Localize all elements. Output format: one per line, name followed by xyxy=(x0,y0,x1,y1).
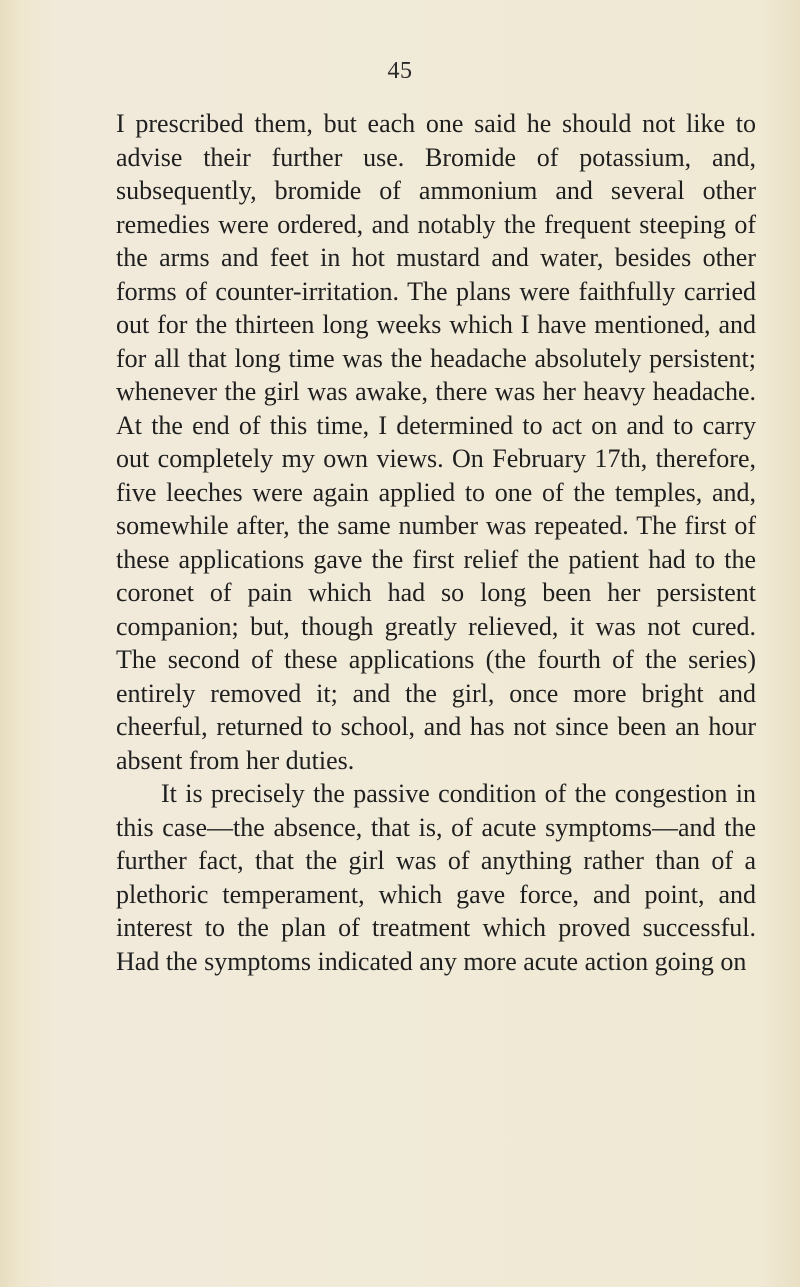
page-number: 45 xyxy=(387,58,413,84)
paragraph-1: I prescribed them, but each one said he should not like to advise their further use. Bromide of potassium, and, subsequently, bromide of ammonium and several other remedies were ordered, and notably the frequent steeping of the arms and feet in hot mustard and water, besides other forms of counter-irritation. The plans were faithfully carried out for the thirteen long weeks which I have mentioned, and for all that long time was the headache absolutely persistent; whenever the girl was awake, there was her heavy headache. At the end of this time, I determined to act on and to carry out completely my own views. On February 17th, therefore, five leeches were again applied to one of the temples, and, somewhile after, the same number was repeated. The first of these applications gave the first relief the patient had to the coronet of pain which had so long been her persistent companion; but, though greatly relieved, it was not cured. The second of these applications (the fourth of the series) entirely removed it; and the girl, once more bright and cheerful, returned to school, and has not since been an hour absent from her duties. xyxy=(116,109,756,775)
paragraph-2: It is precisely the passive condition of the congestion in this case—the absence, that is, of acute symptoms—and the further fact, that the girl was of anything rather than of a plethoric temperament, which gave force, and point, and interest to the plan of treatment which proved successful. Had the symptoms indicated any more acute action going on xyxy=(116,779,756,976)
page-body-text xyxy=(116,107,756,978)
